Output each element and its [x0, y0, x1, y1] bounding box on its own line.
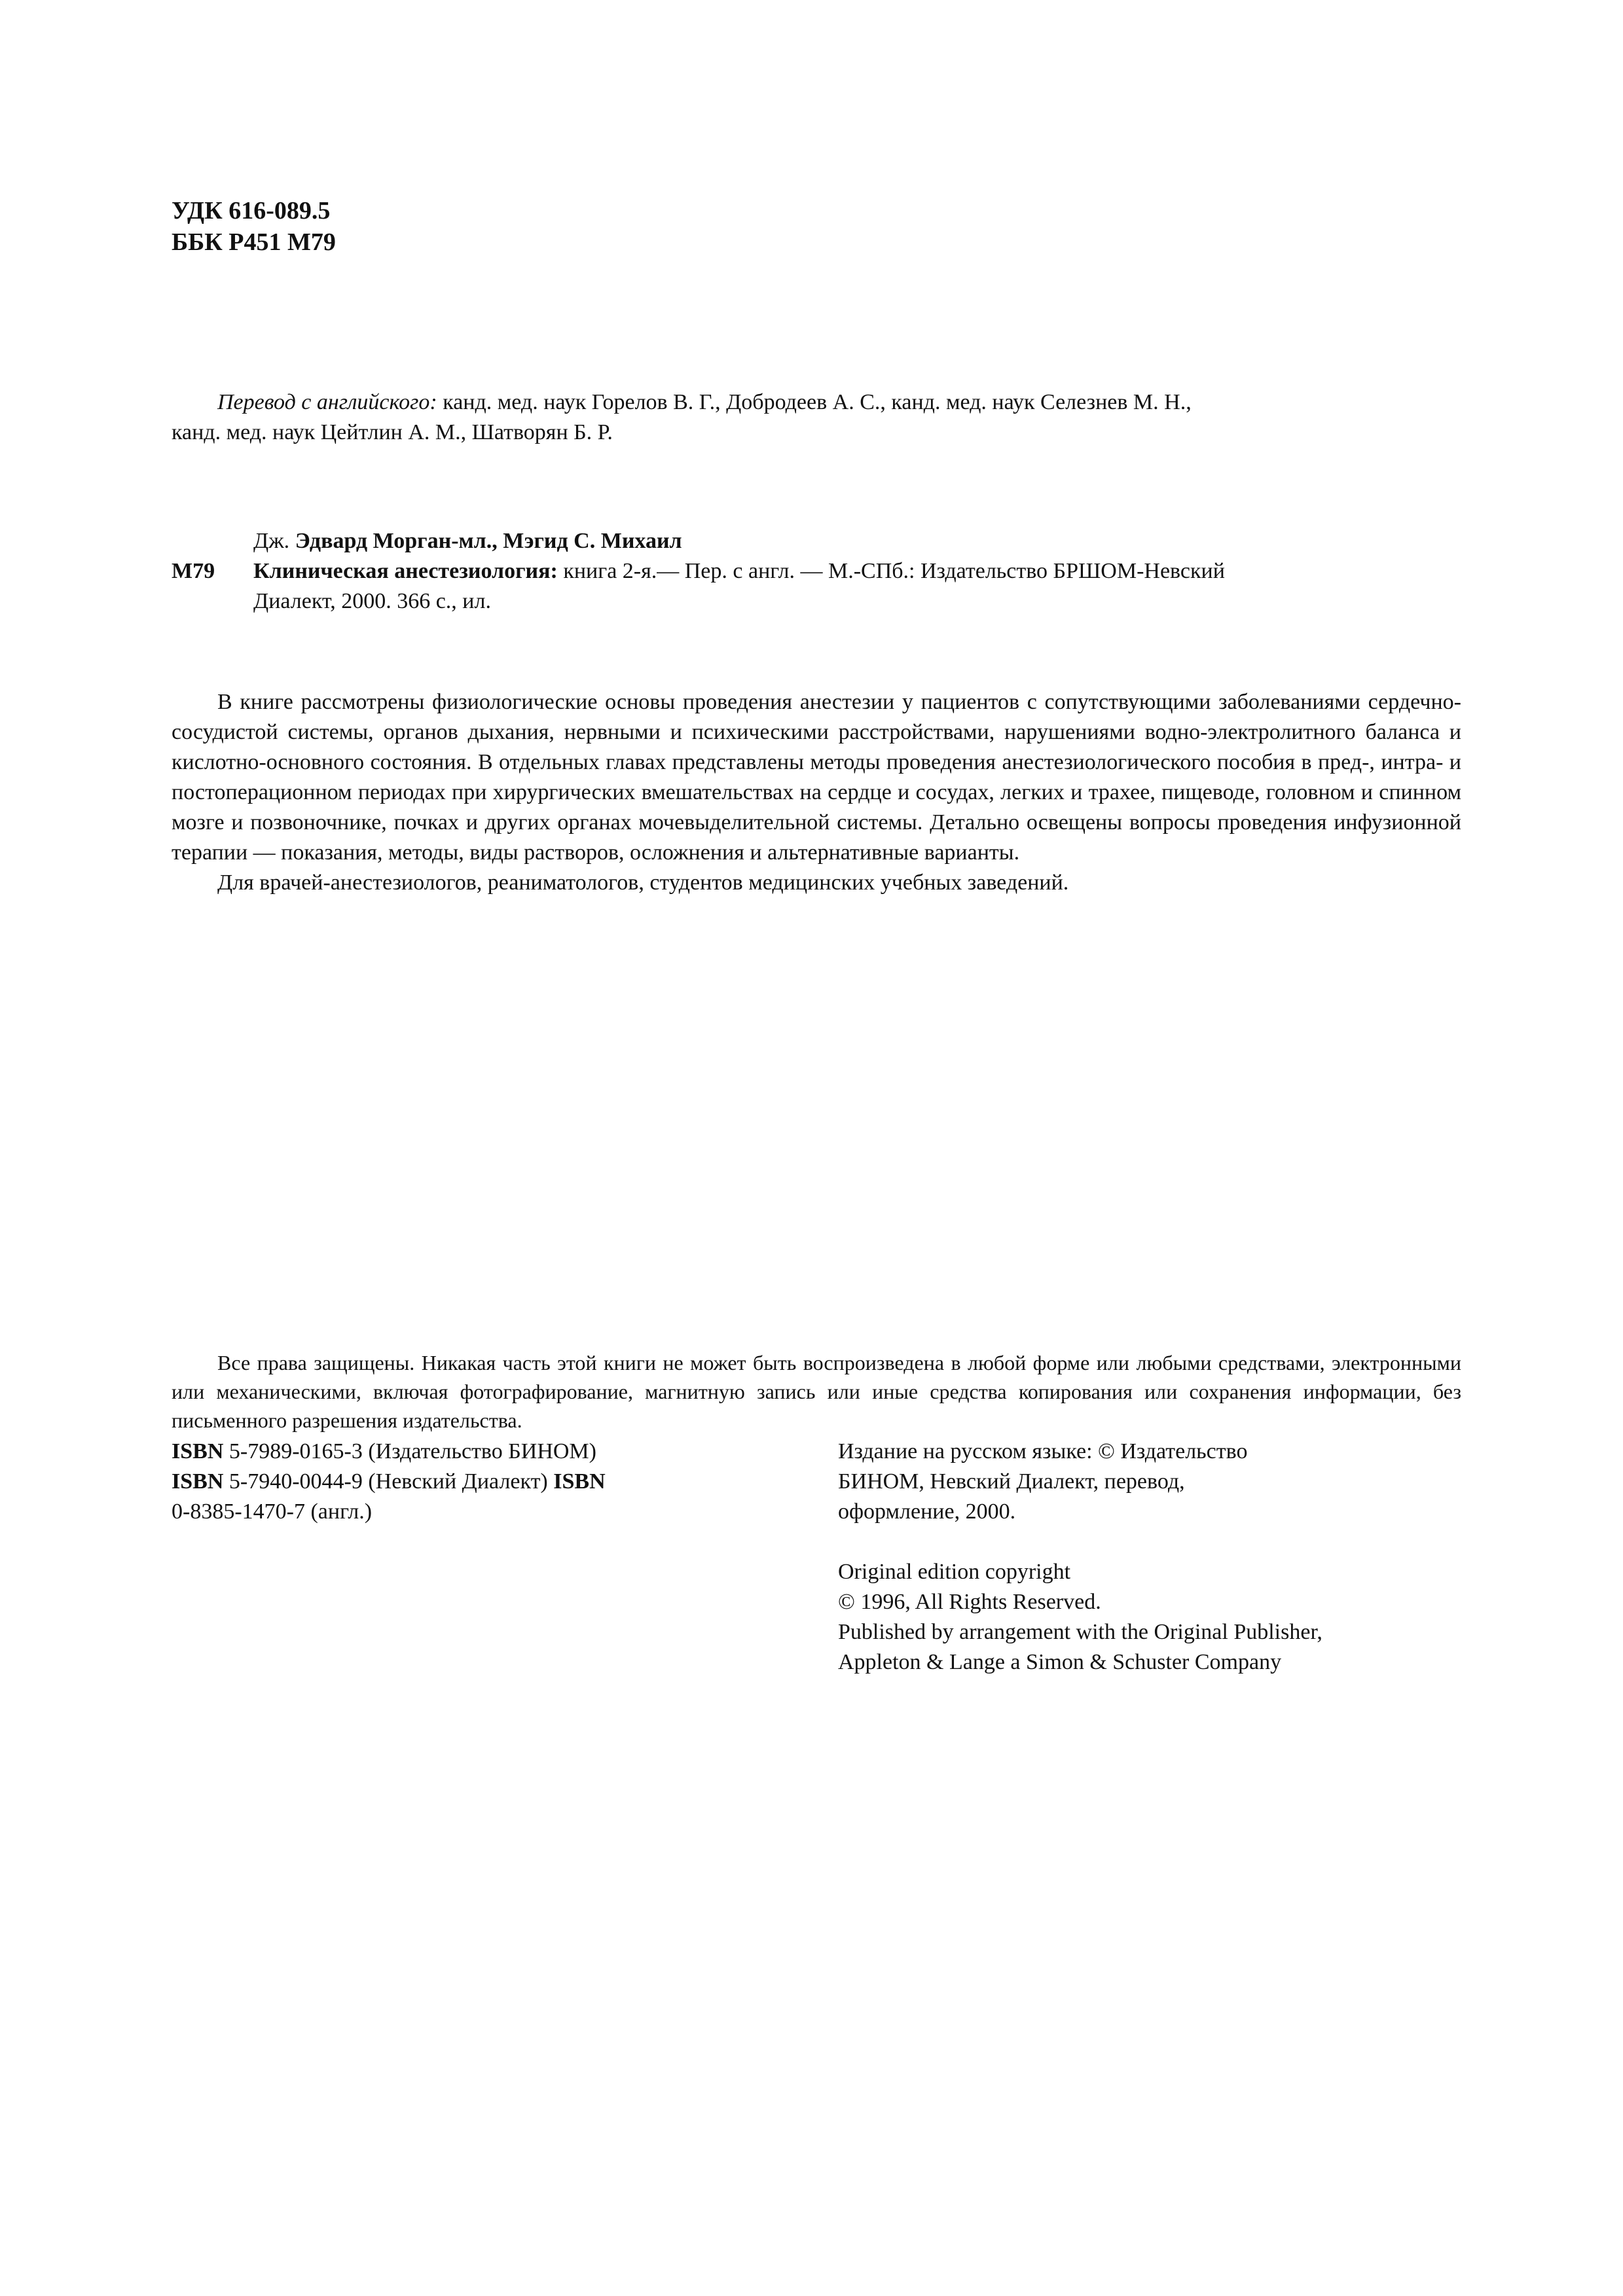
rights-text: Все права защищены. Никакая часть этой книги не может быть воспроизведена в любой форме или любыми средствами, электронными или механическими, включая фотографирование, магнитную запись или иные средства копирования или сохранения информации, без письменного разрешения издательства. [172, 1351, 1461, 1432]
authors-names: Эдвард Морган-мл., Мэгид С. Михаил [295, 529, 682, 553]
isbn-nevsky: 5-7940-0044-9 (Невский Диалект) [223, 1469, 554, 1494]
isbn-line-1 [172, 1437, 774, 1467]
book-details-2: Диалект, 2000. 366 с., ил. [253, 589, 491, 613]
bbk-code: ББК Р451 М79 [172, 228, 336, 256]
isbn-label-1: ISBN [172, 1439, 224, 1463]
isbn-block [172, 1437, 774, 1527]
edition-line-3: оформление, 2000. [838, 1499, 1016, 1524]
isbn-english: 0-8385-1470-7 (англ.) [172, 1499, 373, 1524]
translators-names-1: канд. мед. наук Горелов В. Г., Добродеев А. С., канд. мед. наук Селезнев М. Н., [437, 390, 1192, 414]
authors-prefix: Дж. [253, 529, 295, 553]
book-title: Клиническая анестезиология: [253, 559, 558, 583]
edition-line-6: Published by arrangement with the Original Publisher, [838, 1620, 1322, 1644]
isbn-line-2 [172, 1467, 774, 1497]
authors-line [172, 526, 1461, 556]
classification-block [172, 195, 336, 258]
translators-names-2: канд. мед. наук Цейтлин А. М., Шатворян Б. Р. [172, 420, 613, 444]
author-mark-code: М79 [172, 559, 215, 583]
isbn-label-3: ISBN [553, 1469, 606, 1494]
edition-spacer [838, 1527, 1460, 1557]
edition-line-5: © 1996, All Rights Reserved. [838, 1590, 1101, 1614]
annotation-paragraph-1: В книге рассмотрены физиологические основы проведения анестезии у пациентов с сопутствующими заболеваниями сердечно-сосудистой системы, органов дыхания, нервными и психическими расстройствами, нарушениями водно-электролитного баланса и кислотно-основного состояния. В отдельных главах представлены методы проведения анестезиологического пособия в пред-, интра- и постоперационном периодах при хирургических вмешательствах на сердце и сосудах, легких и трахее, пищеводе, головном и спинном мозге и позвоночнике, почках и других органах мочевыделительной системы. Детально освещены вопросы проведения инфузионной терапии — показания, методы, виды растворов, осложнения и альтернативные варианты. [172, 690, 1461, 865]
edition-line-7: Appleton & Lange a Simon & Schuster Company [838, 1650, 1282, 1674]
annotation-block [172, 687, 1461, 898]
annotation-paragraph-2: Для врачей-анестезиологов, реаниматологов, студентов медицинских учебных заведений. [217, 870, 1069, 895]
translators-block [172, 387, 1461, 448]
rights-notice [172, 1348, 1461, 1435]
edition-line-4: Original edition copyright [838, 1560, 1071, 1584]
udk-code: УДК 616-089.5 [172, 197, 331, 224]
edition-line-1: Издание на русском языке: © Издательство [838, 1439, 1248, 1463]
translators-label: Перевод с английского: [217, 390, 437, 414]
edition-line-2: БИНОМ, Невский Диалект, перевод, [838, 1469, 1185, 1494]
book-details: книга 2-я.— Пер. с англ. — М.-СПб.: Издательство БРШОМ-Невский [557, 559, 1225, 583]
edition-copyright-block [838, 1437, 1460, 1677]
isbn-label-2: ISBN [172, 1469, 224, 1494]
title-line [172, 556, 1461, 586]
bibliographic-record [172, 526, 1461, 617]
translators-line-1 [172, 387, 1461, 418]
isbn-binom: 5-7989-0165-3 (Издательство БИНОМ) [223, 1439, 596, 1463]
